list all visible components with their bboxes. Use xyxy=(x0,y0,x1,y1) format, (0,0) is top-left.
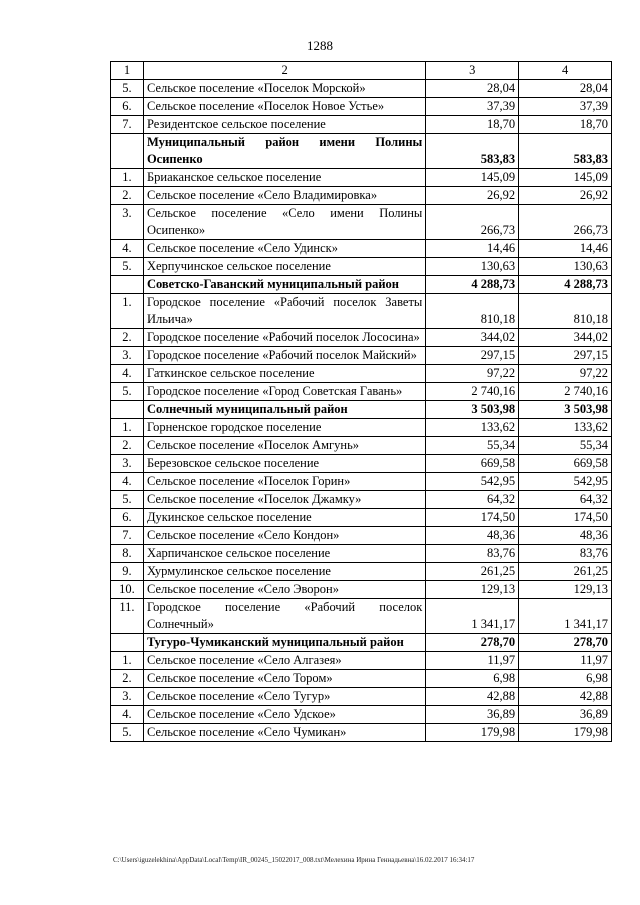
row-number: 6. xyxy=(111,98,144,116)
table-row xyxy=(111,116,612,134)
settlement-name: Харпичанское сельское поселение xyxy=(143,545,425,563)
table-row xyxy=(111,581,612,599)
table-row xyxy=(111,527,612,545)
value-col3: 36,89 xyxy=(426,706,519,724)
settlement-name: Резидентское сельское поселение xyxy=(143,116,425,134)
row-number: 11. xyxy=(111,599,144,634)
settlement-name: Березовское сельское поселение xyxy=(143,455,425,473)
row-number: 1. xyxy=(111,169,144,187)
row-number: 4. xyxy=(111,706,144,724)
row-number: 3. xyxy=(111,205,144,240)
value-col4: 83,76 xyxy=(519,545,612,563)
value-col4: 669,58 xyxy=(519,455,612,473)
row-number: 3. xyxy=(111,688,144,706)
row-number: 5. xyxy=(111,724,144,742)
table-row xyxy=(111,473,612,491)
value-col3: 130,63 xyxy=(426,258,519,276)
settlement-name: Горненское городское поселение xyxy=(143,419,425,437)
value-col4: 179,98 xyxy=(519,724,612,742)
footer-path: C:\Users\iguzelekhina\AppData\Local\Temp\IR_00245_15022017_008.txt\Мелехина Ирина Геннадьевна\16.02.2017 16:34:17 xyxy=(113,856,475,864)
table-row xyxy=(111,187,612,205)
table-row xyxy=(111,294,612,329)
district-total-row xyxy=(111,276,612,294)
value-col3: 26,92 xyxy=(426,187,519,205)
table-row xyxy=(111,347,612,365)
value-col4: 129,13 xyxy=(519,581,612,599)
settlement-name: Советско-Гаванский муниципальный район xyxy=(143,276,425,294)
value-col3: 64,32 xyxy=(426,491,519,509)
table-row xyxy=(111,419,612,437)
table-row xyxy=(111,670,612,688)
value-col4: 344,02 xyxy=(519,329,612,347)
value-col4: 278,70 xyxy=(519,634,612,652)
row-number: 2. xyxy=(111,187,144,205)
data-table xyxy=(110,61,612,742)
value-col3: 266,73 xyxy=(426,205,519,240)
settlement-name: Сельское поселение «Село Удское» xyxy=(143,706,425,724)
table-row xyxy=(111,437,612,455)
table-row xyxy=(111,329,612,347)
settlement-name: Городское поселение «Рабочий поселок Заветы Ильича» xyxy=(143,294,425,329)
value-col3: 810,18 xyxy=(426,294,519,329)
value-col3: 174,50 xyxy=(426,509,519,527)
value-col4: 261,25 xyxy=(519,563,612,581)
row-number: 1. xyxy=(111,419,144,437)
value-col4: 48,36 xyxy=(519,527,612,545)
settlement-name: Сельское поселение «Село Эворон» xyxy=(143,581,425,599)
value-col4: 583,83 xyxy=(519,134,612,169)
value-col4: 542,95 xyxy=(519,473,612,491)
value-col3: 97,22 xyxy=(426,365,519,383)
row-number xyxy=(111,134,144,169)
value-col4: 6,98 xyxy=(519,670,612,688)
header-cell-2: 2 xyxy=(143,62,425,80)
row-number xyxy=(111,401,144,419)
settlement-name: Сельское поселение «Село Тугур» xyxy=(143,688,425,706)
table-row xyxy=(111,205,612,240)
row-number: 2. xyxy=(111,670,144,688)
value-col3: 11,97 xyxy=(426,652,519,670)
value-col3: 179,98 xyxy=(426,724,519,742)
value-col3: 42,88 xyxy=(426,688,519,706)
settlement-name: Сельское поселение «Село Алгазея» xyxy=(143,652,425,670)
value-col3: 145,09 xyxy=(426,169,519,187)
value-col4: 97,22 xyxy=(519,365,612,383)
value-col3: 542,95 xyxy=(426,473,519,491)
value-col4: 28,04 xyxy=(519,80,612,98)
value-col4: 14,46 xyxy=(519,240,612,258)
row-number: 3. xyxy=(111,347,144,365)
settlement-name: Городское поселение «Рабочий поселок Лососина» xyxy=(143,329,425,347)
value-col3: 14,46 xyxy=(426,240,519,258)
settlement-name: Сельское поселение «Село Удинск» xyxy=(143,240,425,258)
row-number: 6. xyxy=(111,509,144,527)
value-col3: 3 503,98 xyxy=(426,401,519,419)
row-number: 4. xyxy=(111,240,144,258)
header-cell-1: 1 xyxy=(111,62,144,80)
value-col4: 266,73 xyxy=(519,205,612,240)
settlement-name: Бриаканское сельское поселение xyxy=(143,169,425,187)
settlement-name: Муниципальный район имени Полины Осипенко xyxy=(143,134,425,169)
row-number: 2. xyxy=(111,437,144,455)
table-row xyxy=(111,509,612,527)
settlement-name: Гаткинское сельское поселение xyxy=(143,365,425,383)
settlement-name: Хурмулинское сельское поселение xyxy=(143,563,425,581)
settlement-name: Сельское поселение «Поселок Морской» xyxy=(143,80,425,98)
value-col4: 133,62 xyxy=(519,419,612,437)
table-row xyxy=(111,455,612,473)
settlement-name: Сельское поселение «Село Владимировка» xyxy=(143,187,425,205)
row-number: 9. xyxy=(111,563,144,581)
value-col3: 297,15 xyxy=(426,347,519,365)
row-number: 4. xyxy=(111,365,144,383)
settlement-name: Сельское поселение «Поселок Новое Устье» xyxy=(143,98,425,116)
table-row xyxy=(111,258,612,276)
settlement-name: Тугуро-Чумиканский муниципальный район xyxy=(143,634,425,652)
settlement-name: Сельское поселение «Поселок Амгунь» xyxy=(143,437,425,455)
settlement-name: Сельское поселение «Поселок Горин» xyxy=(143,473,425,491)
value-col3: 669,58 xyxy=(426,455,519,473)
value-col4: 297,15 xyxy=(519,347,612,365)
row-number: 1. xyxy=(111,652,144,670)
value-col4: 64,32 xyxy=(519,491,612,509)
table-row xyxy=(111,98,612,116)
district-total-row xyxy=(111,634,612,652)
value-col4: 26,92 xyxy=(519,187,612,205)
settlement-name: Сельское поселение «Село Тором» xyxy=(143,670,425,688)
row-number: 5. xyxy=(111,383,144,401)
settlement-name: Сельское поселение «Поселок Джамку» xyxy=(143,491,425,509)
value-col4: 3 503,98 xyxy=(519,401,612,419)
value-col4: 174,50 xyxy=(519,509,612,527)
table-row xyxy=(111,491,612,509)
settlement-name: Сельское поселение «Село имени Полины Осипенко» xyxy=(143,205,425,240)
page-number: 1288 xyxy=(307,38,333,53)
row-number: 5. xyxy=(111,258,144,276)
value-col3: 6,98 xyxy=(426,670,519,688)
table-row xyxy=(111,688,612,706)
value-col4: 130,63 xyxy=(519,258,612,276)
row-number: 10. xyxy=(111,581,144,599)
value-col3: 55,34 xyxy=(426,437,519,455)
row-number: 8. xyxy=(111,545,144,563)
value-col4: 1 341,17 xyxy=(519,599,612,634)
row-number: 5. xyxy=(111,80,144,98)
value-col3: 129,13 xyxy=(426,581,519,599)
value-col3: 37,39 xyxy=(426,98,519,116)
value-col3: 28,04 xyxy=(426,80,519,98)
header-cell-3: 3 xyxy=(426,62,519,80)
value-col4: 810,18 xyxy=(519,294,612,329)
value-col4: 37,39 xyxy=(519,98,612,116)
value-col4: 11,97 xyxy=(519,652,612,670)
value-col4: 36,89 xyxy=(519,706,612,724)
row-number: 4. xyxy=(111,473,144,491)
value-col4: 55,34 xyxy=(519,437,612,455)
settlement-name: Сельское поселение «Село Кондон» xyxy=(143,527,425,545)
table-row xyxy=(111,706,612,724)
value-col4: 4 288,73 xyxy=(519,276,612,294)
table-body xyxy=(111,62,612,742)
table-row xyxy=(111,545,612,563)
value-col3: 4 288,73 xyxy=(426,276,519,294)
value-col3: 261,25 xyxy=(426,563,519,581)
settlement-name: Городское поселение «Рабочий поселок Солнечный» xyxy=(143,599,425,634)
settlement-name: Херпучинское сельское поселение xyxy=(143,258,425,276)
table-row xyxy=(111,169,612,187)
row-number: 2. xyxy=(111,329,144,347)
row-number: 5. xyxy=(111,491,144,509)
row-number: 7. xyxy=(111,116,144,134)
table-row xyxy=(111,599,612,634)
row-number: 1. xyxy=(111,294,144,329)
table-header-row xyxy=(111,62,612,80)
row-number xyxy=(111,276,144,294)
table-row xyxy=(111,240,612,258)
value-col4: 18,70 xyxy=(519,116,612,134)
table-row xyxy=(111,80,612,98)
settlement-name: Солнечный муниципальный район xyxy=(143,401,425,419)
value-col3: 18,70 xyxy=(426,116,519,134)
settlement-name: Городское поселение «Рабочий поселок Майский» xyxy=(143,347,425,365)
district-total-row xyxy=(111,134,612,169)
table-row xyxy=(111,724,612,742)
table-row xyxy=(111,365,612,383)
value-col3: 2 740,16 xyxy=(426,383,519,401)
value-col3: 1 341,17 xyxy=(426,599,519,634)
value-col3: 344,02 xyxy=(426,329,519,347)
table-row xyxy=(111,563,612,581)
row-number xyxy=(111,634,144,652)
value-col3: 48,36 xyxy=(426,527,519,545)
value-col3: 278,70 xyxy=(426,634,519,652)
value-col3: 83,76 xyxy=(426,545,519,563)
value-col4: 145,09 xyxy=(519,169,612,187)
header-cell-4: 4 xyxy=(519,62,612,80)
value-col4: 42,88 xyxy=(519,688,612,706)
settlement-name: Сельское поселение «Село Чумикан» xyxy=(143,724,425,742)
table-row xyxy=(111,652,612,670)
value-col4: 2 740,16 xyxy=(519,383,612,401)
value-col3: 133,62 xyxy=(426,419,519,437)
table-row xyxy=(111,383,612,401)
settlement-name: Дукинское сельское поселение xyxy=(143,509,425,527)
district-total-row xyxy=(111,401,612,419)
settlement-name: Городское поселение «Город Советская Гавань» xyxy=(143,383,425,401)
row-number: 3. xyxy=(111,455,144,473)
row-number: 7. xyxy=(111,527,144,545)
value-col3: 583,83 xyxy=(426,134,519,169)
